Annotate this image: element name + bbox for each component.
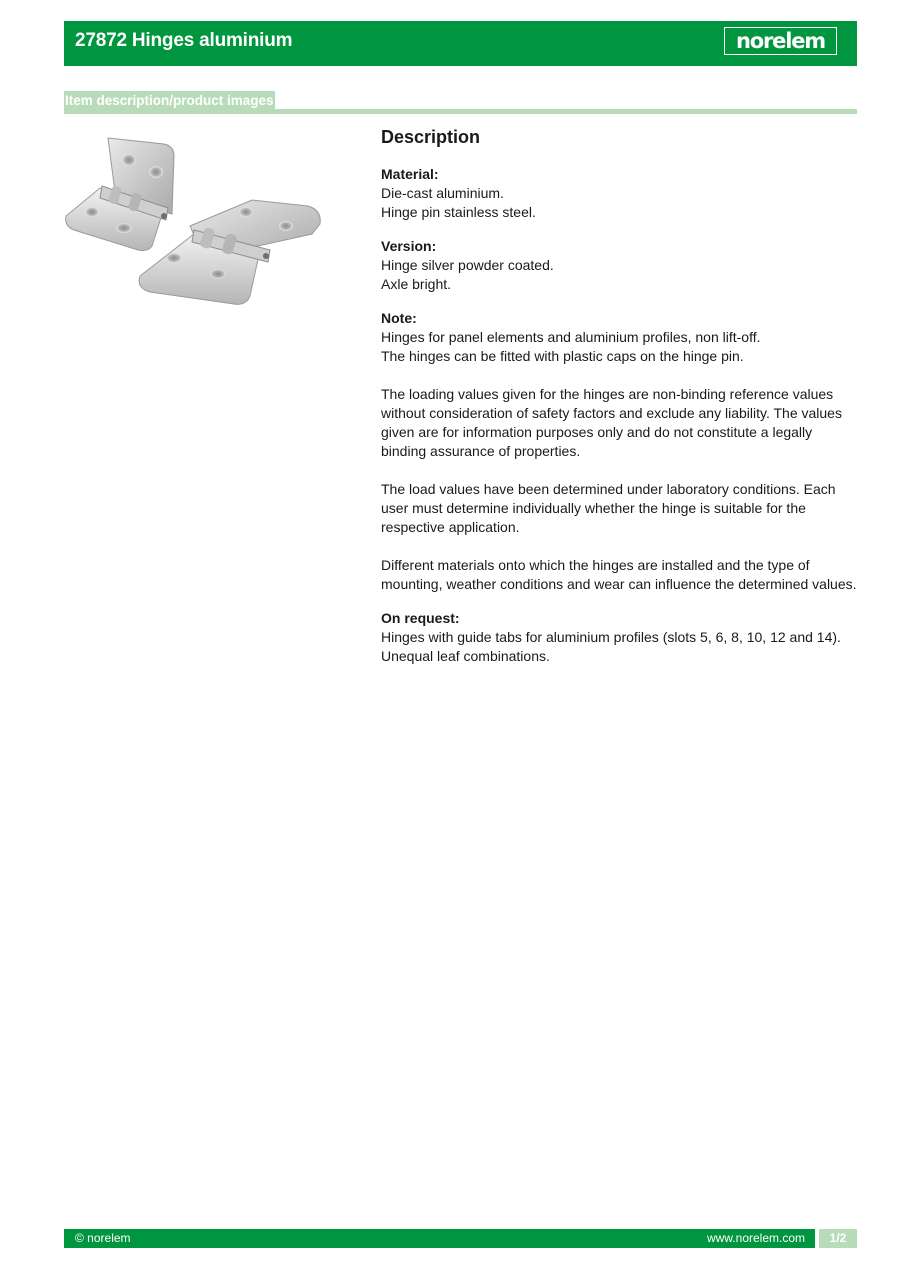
page-title: 27872 Hinges aluminium bbox=[75, 30, 293, 51]
on-request-line: Hinges with guide tabs for aluminium profiles (slots 5, 6, 8, 10, 12 and 14). bbox=[381, 629, 841, 645]
note-label: Note: bbox=[381, 310, 417, 326]
on-request-line: Unequal leaf combinations. bbox=[381, 648, 550, 664]
footer-copyright: © norelem bbox=[75, 1231, 131, 1245]
logo-text: norelem bbox=[736, 28, 825, 53]
header-bar bbox=[64, 21, 857, 66]
version-line: Axle bright. bbox=[381, 276, 452, 292]
section-label: Item description/product images bbox=[64, 91, 275, 111]
version-label: Version: bbox=[381, 238, 437, 254]
material-label: Material: bbox=[381, 166, 439, 182]
note-paragraph: Different materials onto which the hinges are installed and the type of mounting, weather conditions and wear can influence the determined values. bbox=[381, 557, 857, 592]
note-block bbox=[381, 309, 857, 594]
version-block bbox=[381, 237, 857, 294]
material-block bbox=[381, 165, 857, 222]
hinge-left bbox=[66, 138, 174, 251]
description-content bbox=[381, 128, 857, 681]
version-line: Hinge silver powder coated. bbox=[381, 257, 554, 273]
on-request-label: On request: bbox=[381, 610, 460, 626]
product-image bbox=[64, 130, 322, 312]
material-line: Die-cast aluminium. bbox=[381, 185, 504, 201]
note-paragraph: The load values have been determined under laboratory conditions. Each user must determine individually whether the hinge is suitable for the respective application. bbox=[381, 481, 836, 535]
footer-website-link[interactable]: www.norelem.com bbox=[706, 1231, 805, 1245]
on-request-block bbox=[381, 609, 857, 666]
norelem-logo[interactable] bbox=[724, 27, 837, 55]
note-line: Hinges for panel elements and aluminium profiles, non lift-off. bbox=[381, 329, 761, 345]
description-heading: Description bbox=[381, 127, 481, 147]
note-line: The hinges can be fitted with plastic caps on the hinge pin. bbox=[381, 348, 744, 364]
page-number: 1/2 bbox=[819, 1229, 857, 1248]
footer-bar bbox=[64, 1229, 815, 1248]
material-line: Hinge pin stainless steel. bbox=[381, 204, 536, 220]
note-paragraph: The loading values given for the hinges are non-binding reference values without consideration of safety factors and exclude any liability. The values given are for information purposes only and do not constitute a legally binding assurance of properties. bbox=[381, 386, 842, 459]
